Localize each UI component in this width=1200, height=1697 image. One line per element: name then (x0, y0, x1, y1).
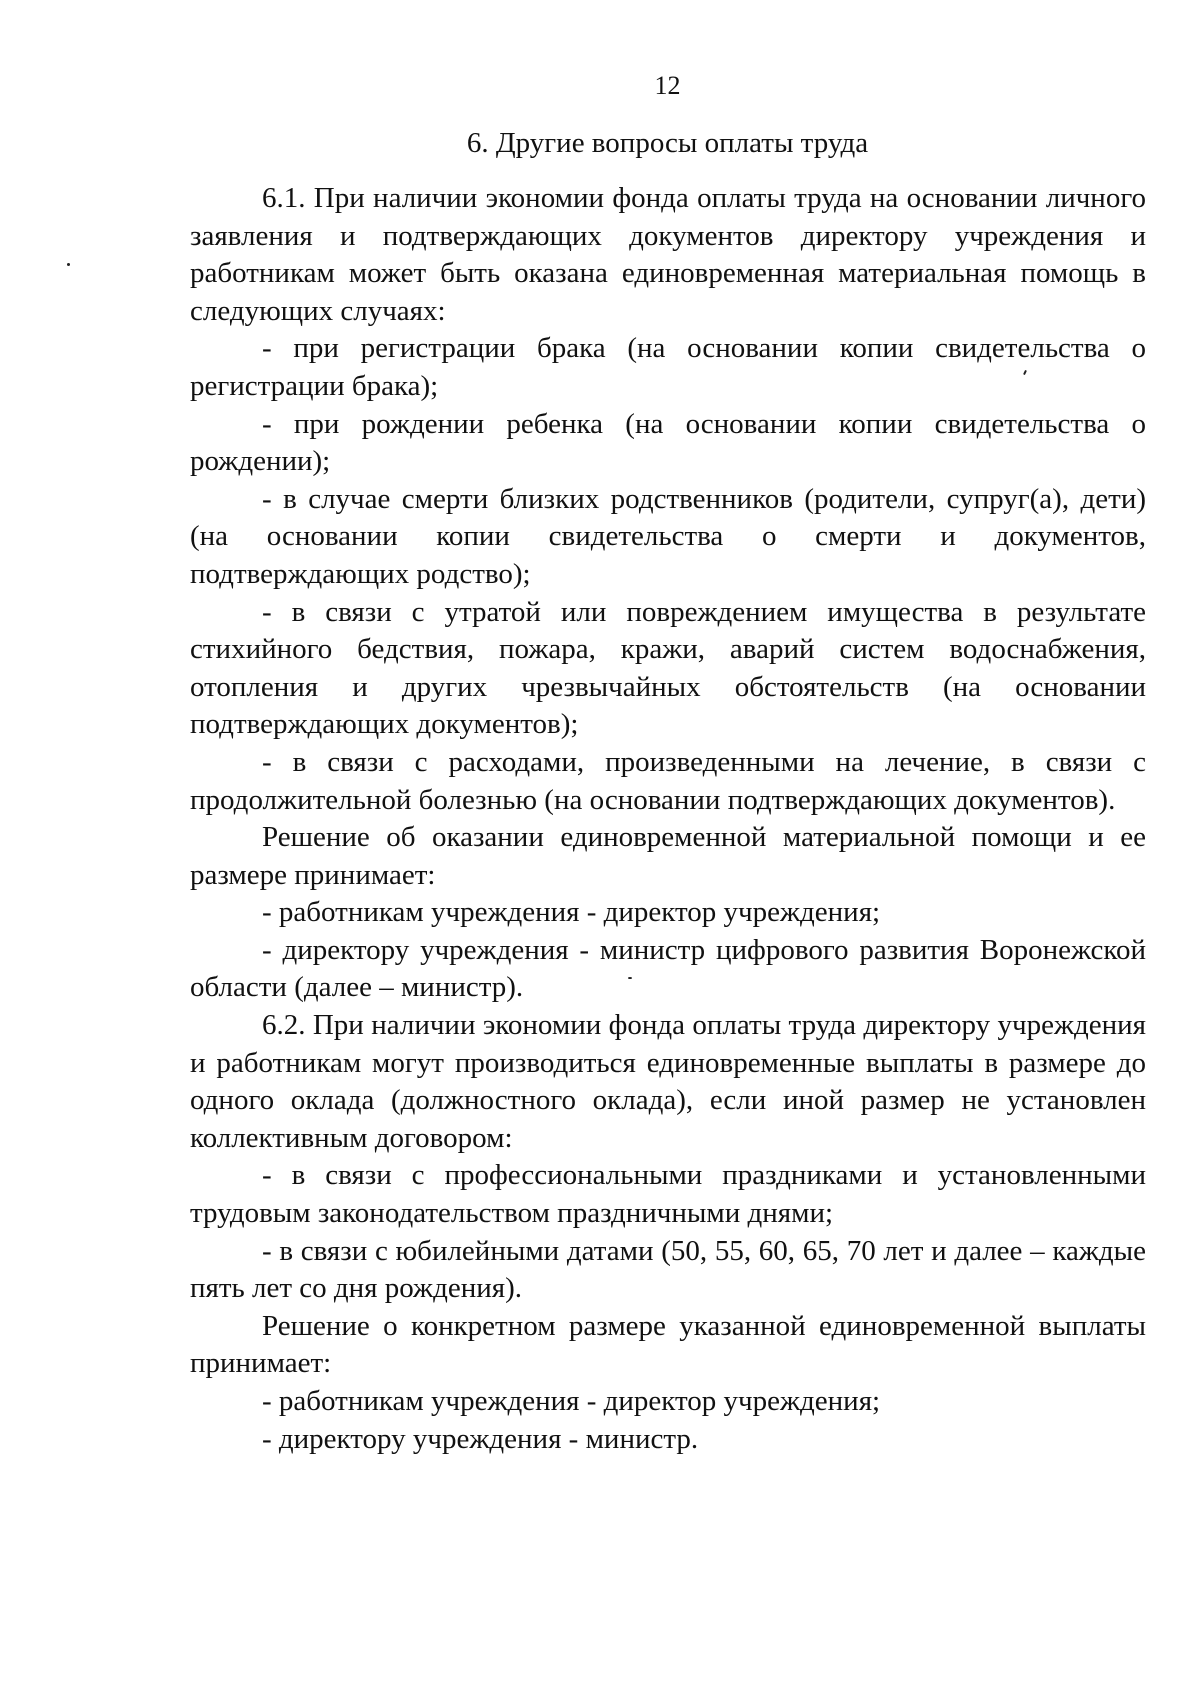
paragraph-6-1: 6.1. При наличии экономии фонда оплаты труда на основании личного заявления и подтверждающих документов директору учреждения и работникам может быть оказана единовременная материальная помощь в следующих случаях: (190, 182, 1146, 327)
paragraph-6-2: 6.2. При наличии экономии фонда оплаты труда директору учреждения и работникам могут производиться единовременные выплаты в размере до одного оклада (должностного оклада), если иной размер не установлен коллективным договором: (190, 1009, 1146, 1154)
list-item-death: - в случае смерти близких родственников (родители, супруг(а), дети) (на основании копии свидетельства о смерти и документов, подтверждающих родство); (190, 482, 1146, 590)
section-title: 6. Другие вопросы оплаты труда (466, 127, 869, 159)
list-item-director-payment: - директору учреждения - министр. (262, 1422, 699, 1455)
scan-speck (67, 263, 70, 266)
paragraph-decision-aid: Решение об оказании единовременной материальной помощи и ее размере принимает: (190, 821, 1146, 891)
list-item-holidays: - в связи с профессиональными праздниками и установленными трудовым законодательством праздничными днями; (190, 1159, 1146, 1230)
list-item-director-decision: - директору учреждения - министр цифрового развития Воронежской области (далее – министр). (190, 933, 1146, 1004)
list-item-anniversaries: - в связи с юбилейными датами (50, 55, 60, 65, 70 лет и далее – каждые пять лет со дня рождения). (190, 1234, 1146, 1305)
scan-speck (628, 977, 632, 979)
page-number: 12 (654, 71, 681, 100)
paragraph-decision-payment: Решение о конкретном размере указанной единовременной выплаты принимает: (190, 1309, 1146, 1380)
list-item-workers-payment: - работникам учреждения - директор учреждения; (262, 1385, 881, 1417)
list-item-marriage: - при регистрации брака (на основании копии свидетельства о регистрации брака); (190, 332, 1146, 402)
document-body (190, 180, 1146, 1458)
list-item-property-loss: - в связи с утратой или повреждением имущества в результате стихийного бедствия, пожара, кражи, аварий систем водоснабжения, отопления и других чрезвычайных обстоятельств (на основании подтверждающих документов); (190, 595, 1146, 741)
list-item-medical: - в связи с расходами, произведенными на лечение, в связи с продолжительной болезнью (на основании подтверждающих документов). (190, 745, 1146, 816)
list-item-birth: - при рождении ребенка (на основании копии свидетельства о рождении); (190, 407, 1146, 478)
list-item-workers-decision: - работникам учреждения - директор учреждения; (262, 896, 881, 929)
